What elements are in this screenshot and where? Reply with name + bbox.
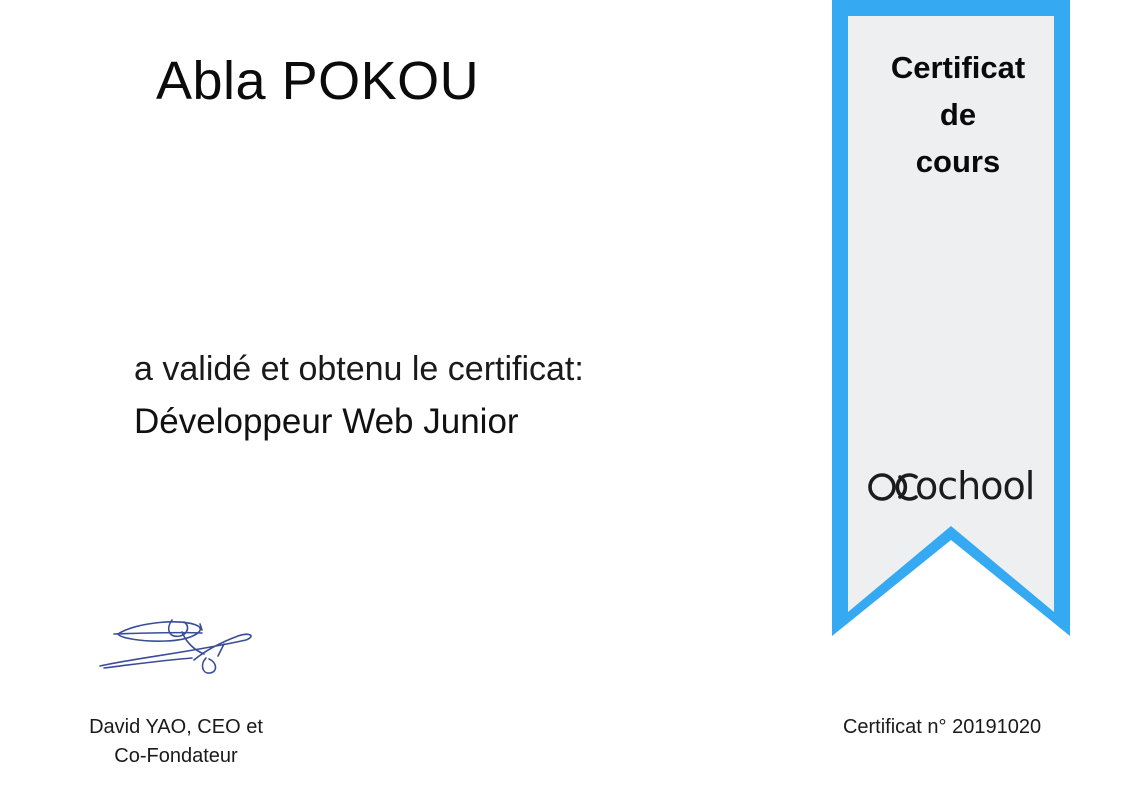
signature-image: [96, 606, 256, 686]
oschool-logo: [866, 457, 1040, 505]
signer-block: [66, 713, 286, 771]
ribbon-title-line1: Certificat: [890, 50, 1026, 85]
certificate-number: Certificat n° 20191020: [842, 716, 1042, 738]
signer-role: Co-Fondateur: [114, 745, 238, 767]
logo-wordmark: ochool: [915, 464, 1035, 505]
signer-name-title: David YAO, CEO et: [89, 716, 263, 738]
ribbon-title-line3: cours: [915, 144, 1001, 179]
ribbon-title-line2: de: [939, 97, 977, 132]
logo-ring-left: [870, 475, 894, 499]
validation-statement: a validé et obtenu le certificat:: [134, 350, 584, 388]
ribbon-title: [858, 44, 1058, 185]
recipient-name: Abla POKOU: [156, 51, 480, 111]
course-title: Développeur Web Junior: [134, 402, 519, 441]
